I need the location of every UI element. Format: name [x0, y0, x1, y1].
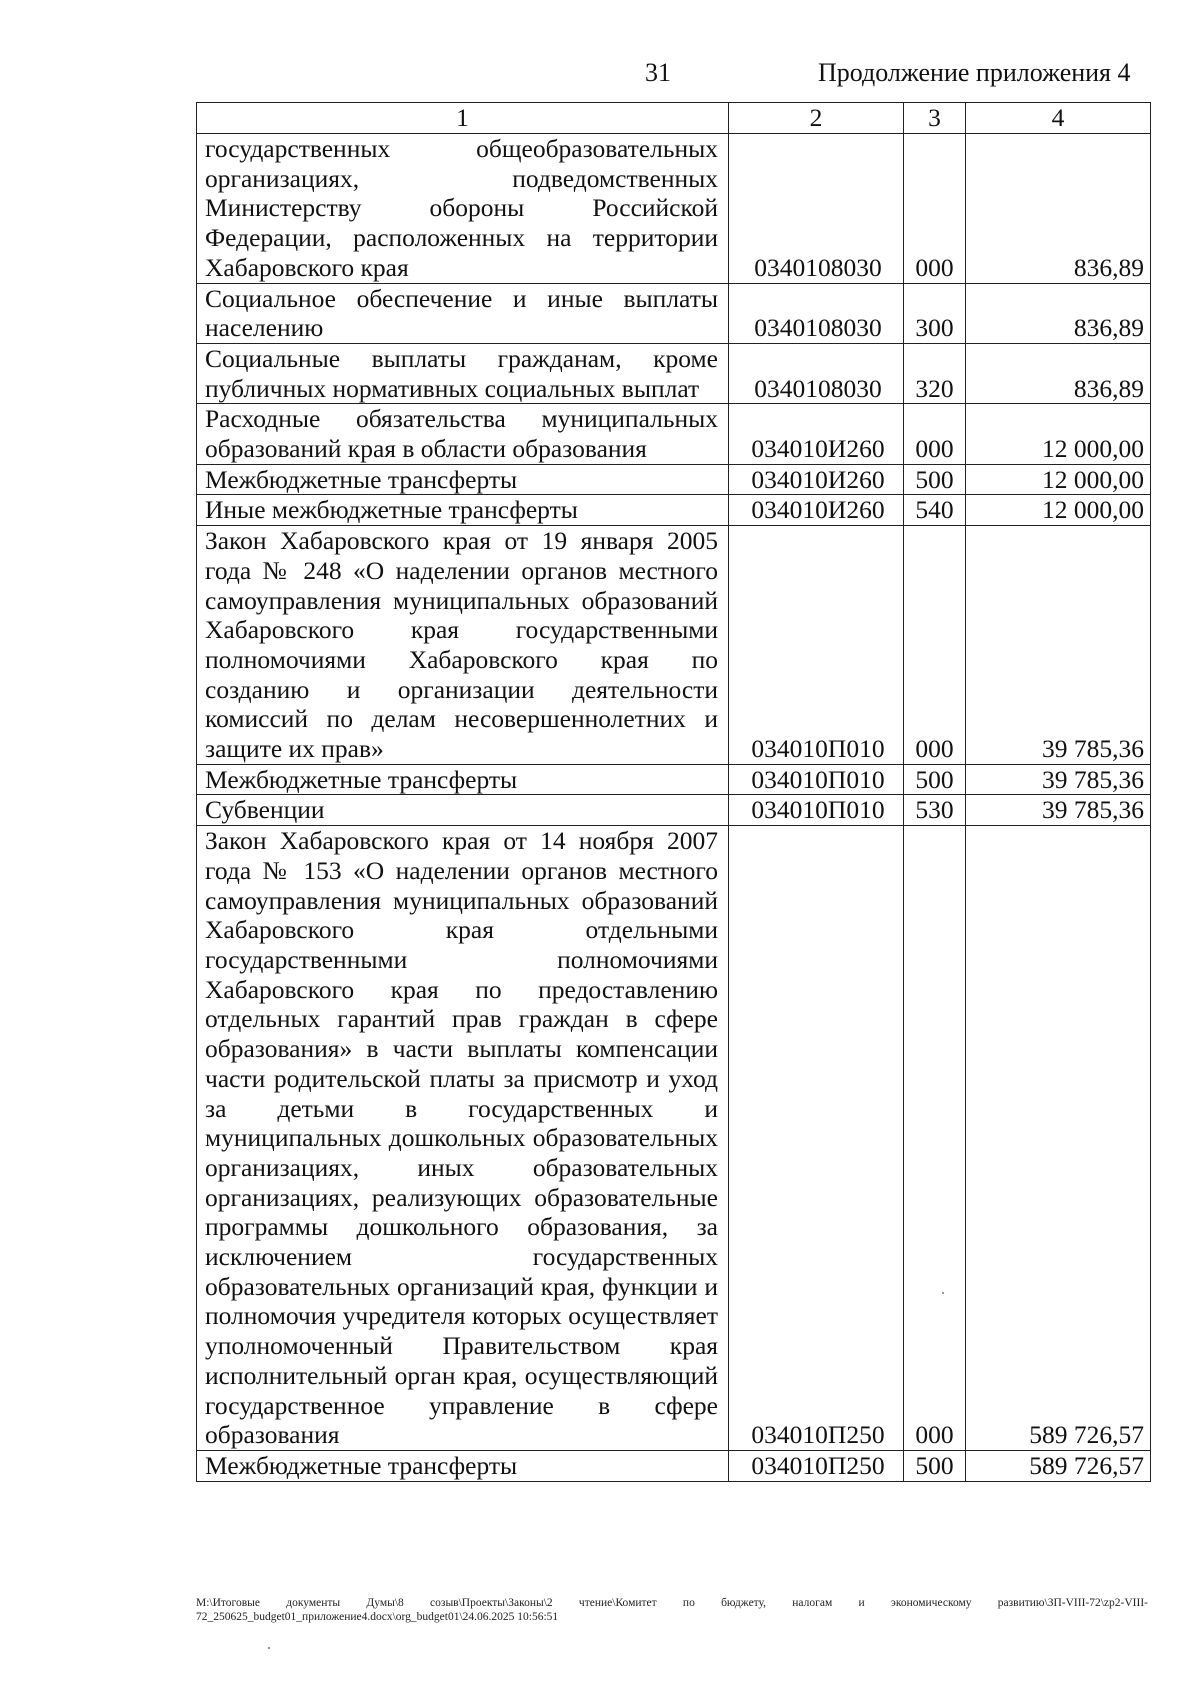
amount-cell: 12 000,00	[966, 495, 1151, 526]
target-code-cell: 0340108030	[729, 343, 904, 403]
target-code-cell: 034010П250	[729, 826, 904, 1451]
target-code-cell: 034010И260	[729, 495, 904, 526]
expense-type-cell: 500	[904, 1450, 966, 1481]
amount-cell: 836,89	[966, 134, 1151, 284]
amount-cell: 39 785,36	[966, 795, 1151, 826]
table-header-row	[197, 103, 1151, 134]
table-row	[197, 764, 1151, 795]
expense-type-cell: 320	[904, 343, 966, 403]
target-code-cell: 0340108030	[729, 134, 904, 284]
table-header	[197, 103, 1151, 134]
expense-name-cell: Закон Хабаровского края от 19 января 2005 года № 248 «О наделении органов местного самоуправления муниципальных образований Хабаровского края государственными полномочиями Хабаровского края по созданию и организации деятельности комиссий по делам несовершеннолетних и защите их прав»	[197, 526, 729, 765]
expense-name-cell: Межбюджетные трансферты	[197, 764, 729, 795]
appendix-continuation-label: Продолжение приложения 4	[818, 58, 1131, 87]
expense-type-cell: 000	[904, 826, 966, 1451]
amount-cell: 836,89	[966, 343, 1151, 403]
target-code-cell: 034010П250	[729, 1450, 904, 1481]
amount-cell: 589 726,57	[966, 1450, 1151, 1481]
amount-cell: 589 726,57	[966, 826, 1151, 1451]
table-body	[197, 134, 1151, 1482]
expense-name-cell: Социальные выплаты гражданам, кроме публичных нормативных социальных выплат	[197, 343, 729, 403]
expense-name-cell: Расходные обязательства муниципальных образований края в области образования	[197, 404, 729, 464]
amount-cell: 39 785,36	[966, 526, 1151, 765]
expense-name-cell: Субвенции	[197, 795, 729, 826]
table-row	[197, 526, 1151, 765]
expense-name-cell: Закон Хабаровского края от 14 ноября 2007 года № 153 «О наделении органов местного самоуправления муниципальных образований Хабаровского края отдельными государственными полномочиями Хабаровского края по предоставлению отдельных гарантий прав граждан в сфере образования» в части выплаты компенсации части родительской платы за присмотр и уход за детьми в государственных и муниципальных дошкольных образовательных организациях, иных образовательных организациях, реализующих образовательные программы дошкольного образования, за исключением государственных образовательных организаций края, функции и полномочия учредителя которых осуществляет уполномоченный Правительством края исполнительный орган края, осуществляющий государственное управление в сфере образования	[197, 826, 729, 1451]
table-row	[197, 404, 1151, 464]
expense-type-cell: 000	[904, 134, 966, 284]
expense-type-cell: 530	[904, 795, 966, 826]
target-code-cell: 034010П010	[729, 795, 904, 826]
amount-cell: 12 000,00	[966, 464, 1151, 495]
file-path-footer: M:\Итоговые документы Думы\8 созыв\Проекты\Законы\2 чтение\Комитет по бюджету, налогам и экономическому развитию\ЗП-VIII-72\zp2-VIII-72_250625_budget01_приложение4.docx\org_budget01\24.06.2025 10:56:51	[196, 1597, 1148, 1623]
expense-type-cell: 300	[904, 283, 966, 343]
target-code-cell: 034010И260	[729, 464, 904, 495]
table-row	[197, 134, 1151, 284]
target-code-cell: 034010П010	[729, 526, 904, 765]
expense-name-cell: Межбюджетные трансферты	[197, 1450, 729, 1481]
expense-name-cell: Социальное обеспечение и иные выплаты населению	[197, 283, 729, 343]
scan-speck	[268, 1647, 270, 1649]
page-number: 31	[645, 58, 671, 87]
column-header-4: 4	[966, 103, 1151, 134]
target-code-cell: 034010И260	[729, 404, 904, 464]
table-row	[197, 795, 1151, 826]
table-row	[197, 1450, 1151, 1481]
expense-type-cell: 540	[904, 495, 966, 526]
column-header-2: 2	[729, 103, 904, 134]
expense-type-cell: 000	[904, 526, 966, 765]
table-row	[197, 283, 1151, 343]
table-row	[197, 464, 1151, 495]
expense-type-cell: 000	[904, 404, 966, 464]
target-code-cell: 034010П010	[729, 764, 904, 795]
expense-type-cell: 500	[904, 464, 966, 495]
table-row	[197, 826, 1151, 1451]
expense-type-cell: 500	[904, 764, 966, 795]
amount-cell: 39 785,36	[966, 764, 1151, 795]
budget-table	[196, 102, 1151, 1482]
expense-name-cell: государственных общеобразовательных организациях, подведомственных Министерству обороны Российской Федерации, расположенных на территории Хабаровского края	[197, 134, 729, 284]
scan-speck	[942, 1292, 944, 1294]
amount-cell: 12 000,00	[966, 404, 1151, 464]
target-code-cell: 0340108030	[729, 283, 904, 343]
expense-name-cell: Иные межбюджетные трансферты	[197, 495, 729, 526]
column-header-1: 1	[197, 103, 729, 134]
amount-cell: 836,89	[966, 283, 1151, 343]
table-row	[197, 343, 1151, 403]
table-row	[197, 495, 1151, 526]
column-header-3: 3	[904, 103, 966, 134]
expense-name-cell: Межбюджетные трансферты	[197, 464, 729, 495]
